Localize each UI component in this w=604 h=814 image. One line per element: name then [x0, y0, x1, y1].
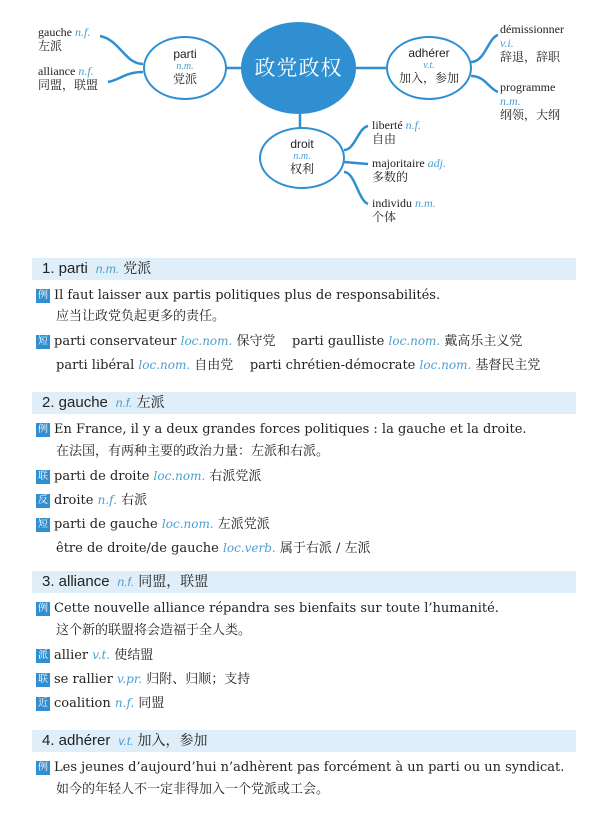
bubble-word: droit	[290, 137, 314, 151]
mindmap-center: 政党政权	[241, 22, 356, 114]
bubble-parti	[143, 36, 227, 100]
phrase: parti de droite	[54, 469, 150, 484]
mm-individu	[372, 196, 436, 225]
mm-liberte	[372, 118, 421, 147]
mm-zh: 同盟，联盟	[38, 78, 99, 92]
entry-heading-alliance	[32, 571, 576, 593]
mm-word: programme	[500, 80, 556, 94]
phrase: parti gaulliste	[292, 334, 385, 349]
mm-pos: n.m.	[500, 94, 521, 108]
entry-zh: 党派	[123, 261, 152, 277]
bubble-word: adhérer	[408, 46, 450, 60]
entry-row	[36, 516, 270, 533]
phrase-zh: 属于右派 / 左派	[279, 541, 371, 556]
entry-row	[36, 647, 153, 664]
entry-row	[36, 444, 329, 460]
phrase-pos: loc.verb.	[223, 541, 276, 555]
line-droit-liberte	[344, 126, 368, 150]
entry-row	[36, 695, 164, 712]
entry-row	[36, 422, 527, 438]
phrase-tag-icon: 短	[38, 336, 48, 347]
phrase: parti libéral	[56, 358, 135, 373]
mm-demissionner	[500, 22, 564, 65]
entry-word: 1. parti	[42, 260, 88, 277]
phrase-zh: 同盟	[138, 696, 165, 711]
line-droit-majoritaire	[344, 162, 368, 164]
entry-zh: 左派	[136, 395, 165, 411]
entry-word: 4. adhérer	[42, 732, 111, 749]
entry-heading-adherer	[32, 730, 576, 752]
mm-pos: n.f.	[405, 118, 421, 132]
mm-word: majoritaire	[372, 156, 425, 170]
phrase-pos: v.pr.	[116, 672, 143, 686]
related-tag-icon: 联	[38, 471, 48, 482]
phrase-pos: v.t.	[92, 648, 111, 662]
bubble-droit	[259, 127, 345, 189]
entry-row	[36, 492, 147, 509]
bubble-zh: 党派	[172, 72, 197, 86]
synonym-tag-icon: 近	[38, 698, 48, 709]
phrase: parti conservateur	[54, 334, 177, 349]
phrase-zh: 保守党	[236, 334, 276, 349]
mm-word: individu	[372, 196, 413, 210]
bubble-pos: n.m.	[293, 151, 311, 162]
example-translation: 应当让政党负起更多的责任。	[56, 309, 226, 324]
example-tag-icon: 例	[38, 424, 48, 435]
example-text: Il faut laisser aux partis politiques plus de responsabilités.	[54, 288, 441, 303]
entry-pos: n.f.	[117, 575, 135, 589]
phrase-pos: n.f.	[97, 493, 117, 507]
entry-row	[36, 333, 522, 350]
mm-word: gauche	[38, 25, 72, 39]
phrase: allier	[54, 648, 89, 663]
entry-word: 3. alliance	[42, 573, 110, 590]
line-droit-individu	[344, 172, 368, 204]
example-tag-icon: 例	[38, 762, 48, 773]
phrase-pos: n.f.	[114, 696, 135, 710]
mm-word: liberté	[372, 118, 403, 132]
example-text: Les jeunes d’aujourd’hui n’adhèrent pas forcément à un parti ou un syndicat.	[54, 760, 565, 775]
mm-pos: adj.	[427, 156, 446, 170]
entry-row	[36, 671, 250, 688]
entry-row	[36, 468, 261, 485]
phrase: être de droite/de gauche	[56, 541, 219, 556]
phrase-tag-icon: 短	[38, 519, 48, 530]
entry-zh: 同盟，联盟	[138, 574, 209, 590]
phrase: parti de gauche	[54, 517, 158, 532]
phrase: parti chrétien-démocrate	[249, 358, 416, 373]
bubble-pos: n.m.	[176, 61, 194, 72]
phrase-zh: 右派党派	[209, 469, 262, 484]
phrase-zh: 左派党派	[217, 517, 270, 532]
entry-row	[36, 760, 564, 776]
mm-zh: 辞退，辞职	[500, 50, 561, 64]
mm-programme	[500, 80, 560, 123]
mm-word: alliance	[38, 64, 76, 78]
line-parti-alliance	[108, 72, 143, 82]
bubble-zh: 加入，参加	[398, 71, 459, 85]
line-parti-gauche	[100, 36, 143, 64]
mm-word: démissionner	[500, 22, 564, 36]
phrase-zh: 归附、归顺；支持	[146, 672, 251, 687]
mm-zh: 个体	[372, 210, 397, 224]
phrase-pos: loc.nom.	[180, 334, 233, 348]
mm-pos: n.f.	[78, 64, 94, 78]
phrase-pos: loc.nom.	[138, 358, 191, 372]
mm-pos: v.i.	[500, 36, 514, 50]
phrase-zh: 使结盟	[114, 648, 154, 663]
phrase-pos: loc.nom.	[419, 358, 472, 372]
example-text: En France, il y a deux grandes forces politiques : la gauche et la droite.	[54, 422, 527, 437]
entry-row	[36, 601, 499, 617]
example-translation: 在法国，有两种主要的政治力量：左派和右派。	[56, 444, 330, 459]
bubble-zh: 权利	[289, 162, 314, 176]
line-adherer-programme	[471, 76, 498, 92]
entry-row	[36, 357, 540, 374]
phrase: droite	[54, 493, 94, 508]
derived-tag-icon: 派	[38, 650, 48, 661]
phrase-zh: 基督民主党	[475, 358, 541, 373]
mm-gauche	[38, 25, 90, 54]
bubble-pos: v.t.	[423, 60, 435, 71]
mm-zh: 自由	[372, 132, 397, 146]
mm-alliance	[38, 64, 98, 93]
entry-heading-gauche	[32, 392, 576, 414]
mm-pos: n.m.	[415, 196, 436, 210]
entry-pos: n.m.	[95, 262, 120, 276]
phrase: coalition	[54, 696, 111, 711]
example-tag-icon: 例	[38, 290, 48, 301]
phrase: se rallier	[54, 672, 113, 687]
example-translation: 如今的年轻人不一定非得加入一个党派或工会。	[56, 782, 330, 797]
entry-heading-parti	[32, 258, 576, 280]
phrase-zh: 戴高乐主义党	[444, 334, 523, 349]
phrase-zh: 右派	[121, 493, 148, 508]
entry-row	[36, 309, 225, 325]
line-adherer-demissionner	[471, 35, 498, 62]
mm-pos: n.f.	[74, 25, 91, 39]
entry-row	[36, 540, 371, 557]
entry-pos: v.t.	[118, 734, 134, 748]
bubble-adherer	[386, 36, 472, 100]
phrase-pos: loc.nom.	[153, 469, 206, 483]
entry-pos: n.f.	[115, 396, 133, 410]
phrase-zh: 自由党	[194, 358, 234, 373]
antonym-tag-icon: 反	[38, 495, 48, 506]
phrase-pos: loc.nom.	[388, 334, 441, 348]
mm-zh: 多数的	[372, 170, 409, 184]
entry-row	[36, 782, 329, 798]
entry-zh: 加入，参加	[137, 733, 208, 749]
example-text: Cette nouvelle alliance répandra ses bienfaits sur toute l’humanité.	[54, 601, 499, 616]
example-translation: 这个新的联盟将会造福于全人类。	[56, 623, 252, 638]
entry-row	[36, 288, 440, 304]
bubble-word: parti	[173, 47, 197, 61]
entry-row	[36, 623, 251, 639]
phrase-pos: loc.nom.	[161, 517, 214, 531]
example-tag-icon: 例	[38, 603, 48, 614]
mm-majoritaire	[372, 156, 446, 185]
entry-word: 2. gauche	[42, 394, 108, 411]
mm-zh: 左派	[38, 39, 63, 53]
mm-zh: 纲领，大纲	[500, 108, 561, 122]
related-tag-icon: 联	[38, 674, 48, 685]
